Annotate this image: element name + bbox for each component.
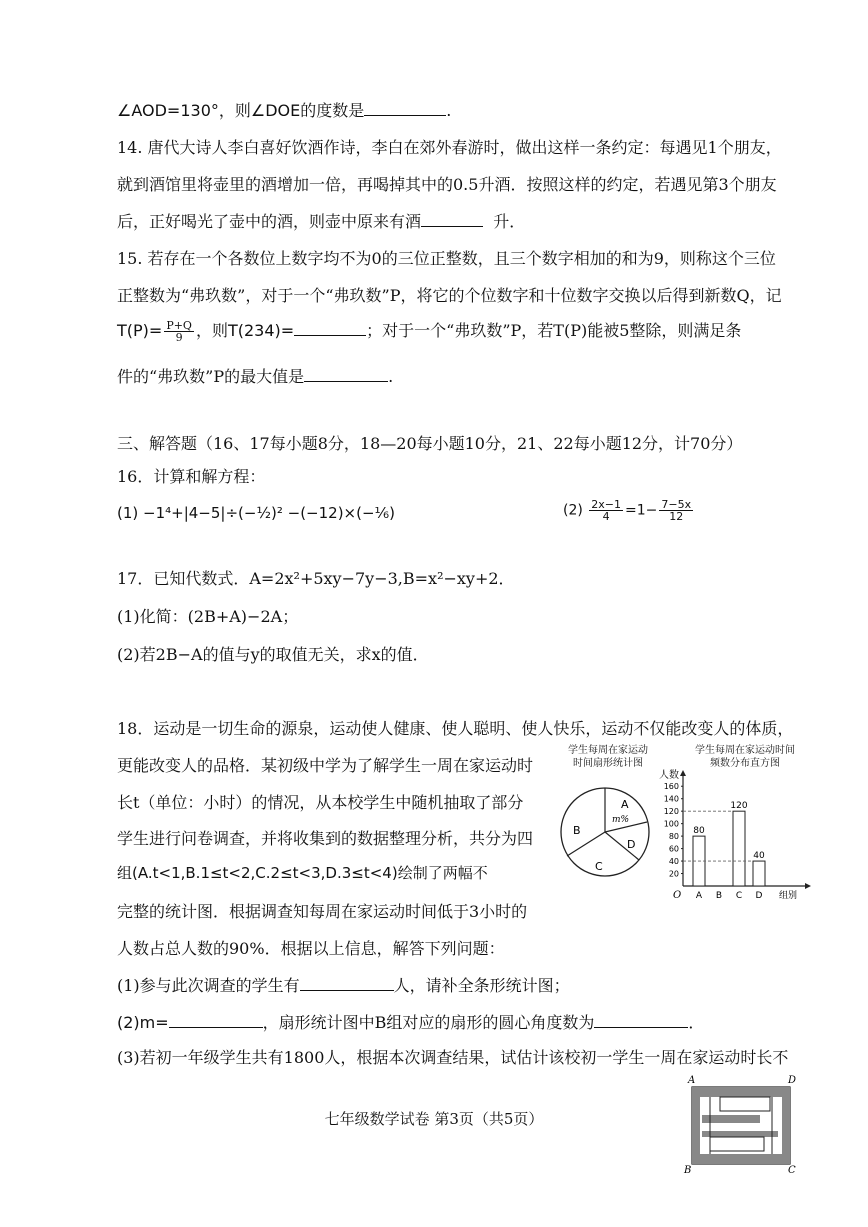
pie-label-d: D bbox=[627, 838, 636, 851]
q18-1-text: (1)参与此次调查的学生有 bbox=[117, 976, 300, 995]
bar-chart bbox=[655, 768, 815, 903]
q16-2-label: (2) bbox=[563, 502, 588, 519]
x-tick-label: C bbox=[735, 891, 743, 901]
q18-line-7: 人数占总人数的90%．根据以上信息，解答下列问题： bbox=[117, 939, 505, 958]
x-tick-label: D bbox=[755, 891, 763, 901]
q15-line-4 bbox=[117, 364, 393, 387]
q14-unit: 升． bbox=[493, 212, 526, 231]
bar-chart-title bbox=[680, 744, 810, 770]
q13-end: . bbox=[446, 101, 452, 120]
figure-bottom-strip bbox=[692, 1154, 790, 1164]
q15-text-2: ；对于一个“弗玖数”P，若T(P)能被5整除，则满足条 bbox=[366, 321, 742, 340]
q16-2-num-1: 2x−1 bbox=[591, 498, 622, 511]
q18-2-blank-2 bbox=[594, 1013, 688, 1028]
y-tick-label: 40 bbox=[668, 857, 679, 867]
q17-heading: 17．已知代数式．A=2x²+5xy−7y−3,B=x²−xy+2． bbox=[117, 569, 515, 588]
q16-2-mid: =1− bbox=[625, 502, 658, 519]
pie-title-line-1: 学生每周在家运动 bbox=[568, 745, 648, 756]
q18-2-end: ． bbox=[688, 1013, 705, 1032]
q18-part-2 bbox=[117, 1010, 704, 1033]
q14-blank bbox=[421, 212, 483, 227]
y-tick-label: 160 bbox=[663, 782, 679, 792]
origin-label: O bbox=[673, 890, 682, 901]
q18-2-text-2: ，扇形统计图中B组对应的扇形的圆心角度数为 bbox=[262, 1013, 595, 1032]
y-tick-label: 60 bbox=[668, 844, 679, 854]
figure-label-b: B bbox=[684, 1165, 692, 1176]
q16-part-2 bbox=[563, 499, 695, 522]
page-footer: 七年级数学试卷 第3页（共5页） bbox=[324, 1110, 544, 1128]
q14-text: 后，正好喝光了壶中的酒，则壶中原来有酒 bbox=[117, 212, 422, 231]
q15-formula-ask: ，则T(234)= bbox=[195, 321, 295, 340]
y-tick-label: 100 bbox=[663, 819, 679, 829]
x-tick-label: B bbox=[715, 891, 723, 901]
q18-1-text-2: 人，请补全条形统计图； bbox=[393, 976, 570, 995]
q16-2-frac-2 bbox=[659, 499, 693, 522]
q14-line-2: 就到酒馆里将壶里的酒增加一倍，再喝掉其中的0.5升酒．按照这样的约定，若遇见第3个朋友 bbox=[117, 175, 777, 194]
y-axis-label: 人数 bbox=[659, 770, 679, 781]
q15-blank-1 bbox=[294, 321, 366, 336]
q18-2-blank-1 bbox=[169, 1013, 263, 1028]
q15-end: . bbox=[388, 367, 394, 386]
x-axis-label: 组别 bbox=[779, 891, 798, 901]
q16-part-1: (1) −1⁴+|4−5|÷(−½)² −(−12)×(−⅙) bbox=[117, 504, 395, 522]
q18-line-6: 完整的统计图．根据调查知每周在家运动时间低于3小时的 bbox=[117, 902, 528, 921]
q16-2-den-1: 4 bbox=[602, 510, 610, 523]
q18-part-1 bbox=[117, 973, 570, 996]
bar-label-c: 120 bbox=[730, 801, 748, 812]
q18-line-2: 更能改变人的品格．某初级中学为了解学生一周在家运动时 bbox=[117, 756, 534, 775]
bar-label-d: 40 bbox=[753, 851, 765, 862]
q15-blank-2 bbox=[304, 367, 388, 382]
section-3-heading: 三、解答题（16、17每小题8分，18—20每小题10分，21、22每小题12分，计70分） bbox=[117, 434, 743, 453]
bar-title-line-1: 学生每周在家运动时间 bbox=[695, 745, 795, 756]
q18-2-text: (2)m= bbox=[117, 1013, 169, 1032]
pie-label-c: C bbox=[595, 860, 603, 873]
bar-c bbox=[733, 811, 745, 886]
q13-continuation bbox=[117, 98, 451, 121]
q18-part-3: (3)若初一年级学生共有1800人，根据本次调查结果，试估计该校初一学生一周在家运动时长不 bbox=[117, 1048, 789, 1067]
q15-line-2: 正整数为“弗玖数”，对于一个“弗玖数”P，将它的个位数字和十位数字交换以后得到新数Q，记 bbox=[117, 286, 782, 305]
figure-top-strip bbox=[692, 1087, 790, 1097]
q17-part-1: (1)化简：(2B+A)−2A； bbox=[117, 607, 299, 626]
bar-title-line-2: 频数分布直方图 bbox=[710, 758, 780, 769]
q18-line-3: 长t（单位：小时）的情况，从本校学生中随机抽取了部分 bbox=[117, 793, 524, 812]
pie-label-a: A bbox=[621, 798, 629, 811]
q18-line-4: 学生进行问卷调查，并将收集到的数据整理分析，共分为四 bbox=[117, 829, 534, 848]
pie-label-m: m% bbox=[612, 815, 630, 825]
q15-frac-den: 9 bbox=[175, 331, 183, 344]
q18-line-1: 18．运动是一切生命的源泉，运动使人健康、使人聪明、使人快乐，运动不仅能改变人的体质， bbox=[117, 719, 794, 738]
figure-middle-strip-2 bbox=[702, 1131, 778, 1137]
pie-chart-title bbox=[558, 744, 658, 770]
x-tick-label: A bbox=[695, 891, 703, 901]
q16-2-den-2: 12 bbox=[669, 510, 684, 523]
q17-part-2: (2)若2B−A的值与y的取值无关，求x的值． bbox=[117, 645, 429, 664]
q15-line-1: 15. 若存在一个各数位上数字均不为0的三位正整数，且三个数字相加的和为9，则称这个三位 bbox=[117, 249, 776, 268]
pie-chart bbox=[555, 782, 655, 882]
q16-heading: 16．计算和解方程： bbox=[117, 467, 266, 486]
q15-formula-lhs: T(P)= bbox=[117, 321, 163, 340]
q16-2-frac-1 bbox=[589, 499, 623, 522]
y-axis-arrow bbox=[680, 770, 686, 776]
q14-line-3 bbox=[117, 209, 525, 232]
y-tick-label: 140 bbox=[663, 794, 679, 804]
pie-title-line-2: 时间扇形统计图 bbox=[573, 758, 643, 769]
q15-text-3: 件的“弗玖数”P的最大值是 bbox=[117, 367, 305, 386]
q13-text: ∠AOD=130°，则∠DOE的度数是 bbox=[117, 101, 365, 120]
q15-fraction bbox=[164, 320, 194, 343]
q15-line-3 bbox=[117, 318, 741, 343]
y-tick-label: 120 bbox=[663, 807, 679, 817]
x-axis-arrow bbox=[805, 883, 811, 889]
q14-line-1: 14. 唐代大诗人李白喜好饮酒作诗，李白在郊外春游时，做出这样一条约定：每遇见1个朋友， bbox=[117, 138, 782, 157]
q13-blank bbox=[364, 101, 446, 116]
q16-2-num-2: 7−5x bbox=[661, 498, 692, 511]
figure-inner-rect-2 bbox=[710, 1137, 764, 1151]
figure-label-d: D bbox=[788, 1075, 797, 1086]
bar-label-a: 80 bbox=[693, 826, 705, 837]
figure-label-c: C bbox=[788, 1165, 796, 1176]
figure-label-a: A bbox=[688, 1075, 696, 1086]
pie-label-b: B bbox=[573, 824, 581, 837]
q18-line-5: 组(A.t<1,B.1≤t<2,C.2≤t<3,D.3≤t<4)绘制了两幅不 bbox=[117, 864, 488, 882]
q15-frac-num: P+Q bbox=[166, 319, 192, 332]
q18-1-blank bbox=[300, 976, 394, 991]
bar-d bbox=[753, 861, 765, 886]
y-tick-label: 80 bbox=[668, 832, 679, 842]
y-tick-label: 20 bbox=[668, 869, 679, 879]
